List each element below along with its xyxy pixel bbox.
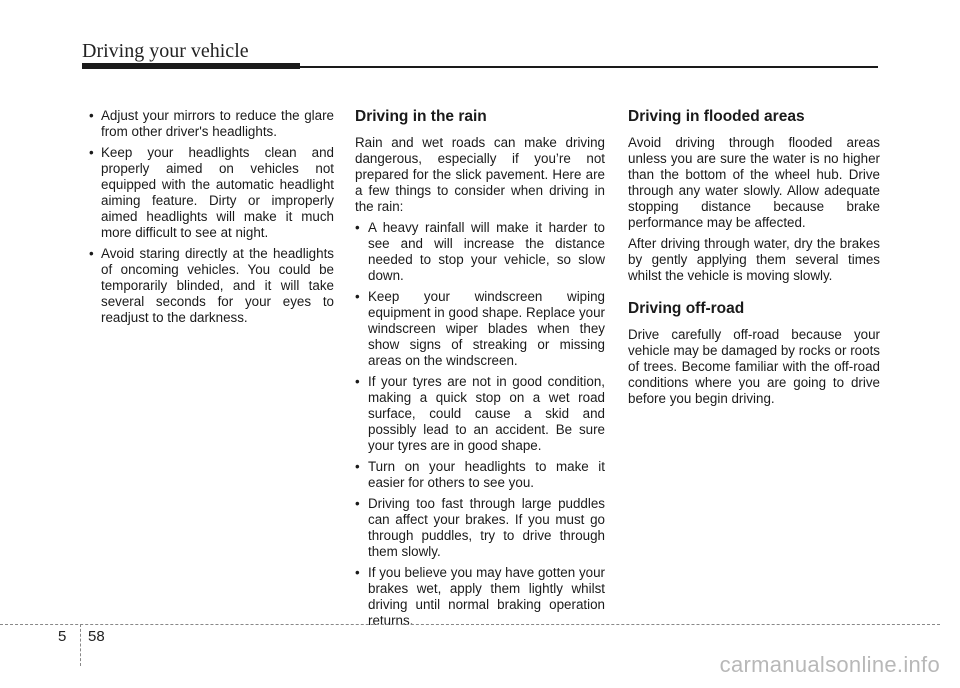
rain-intro: Rain and wet roads can make driving dangerous, especially if you’re not prepared for the slick pavement. Here are a few things to consider when driving in the rain: xyxy=(355,135,605,214)
list-item: • Driving too fast through large puddles can affect your brakes. If you must go through puddles, try to drive through them slowly. xyxy=(355,496,605,560)
list-item: • Adjust your mirrors to reduce the glare from other driver's headlights. xyxy=(82,108,334,140)
header-rule-thick xyxy=(82,63,300,69)
flooded-paragraph-1: Avoid driving through flooded areas unless you are sure the water is no higher than the bottom of the wheel hub. Drive through any water slowly. Allow adequate stopping distance because brake performance may be affected. xyxy=(628,135,880,230)
offroad-paragraph: Drive carefully off-road because your vehicle may be damaged by rocks or roots of trees. Become familiar with the off-road conditions where you are going to drive before you begin driving. xyxy=(628,327,880,406)
rain-tips-list xyxy=(355,220,605,629)
list-item: • If your tyres are not in good condition, making a quick stop on a wet road surface, could cause a skid and possibly lead to an accident. Be sure your tyres are in good shape. xyxy=(355,374,605,454)
footer-rule xyxy=(0,624,940,625)
page-number: 58 xyxy=(88,628,105,645)
headlight-tips-list xyxy=(82,108,334,326)
list-item: • Avoid staring directly at the headlights of oncoming vehicles. You could be temporarily blinded, and it will take several seconds for your eyes to readjust to the darkness. xyxy=(82,246,334,326)
section-title: Driving your vehicle xyxy=(82,40,249,62)
list-item: • If you believe you may have gotten your brakes wet, apply them lightly whilst driving until normal braking operation returns. xyxy=(355,565,605,629)
flooded-heading: Driving in flooded areas xyxy=(628,108,805,125)
watermark: carmanualsonline.info xyxy=(719,652,940,677)
header-rule-thin xyxy=(300,66,878,68)
flooded-paragraph-2: After driving through water, dry the brakes by gently applying them several times whilst the vehicle is moving slowly. xyxy=(628,236,880,283)
column-right xyxy=(628,108,880,412)
offroad-heading: Driving off-road xyxy=(628,300,745,317)
list-item: • A heavy rainfall will make it harder to see and will increase the distance needed to stop your vehicle, so slow down. xyxy=(355,220,605,284)
chapter-number: 5 xyxy=(58,628,67,645)
list-item: • Turn on your headlights to make it easier for others to see you. xyxy=(355,459,605,491)
list-item: • Keep your windscreen wiping equipment in good shape. Replace your windscreen wiper blades when they show signs of streaking or missing areas on the windscreen. xyxy=(355,289,605,369)
column-left xyxy=(82,108,334,331)
footer-divider xyxy=(80,624,81,666)
list-item: • Keep your headlights clean and properly aimed on vehicles not equipped with the automatic headlight aiming feature. Dirty or improperly aimed headlights will make it much more difficult to see at night. xyxy=(82,145,334,241)
rain-heading: Driving in the rain xyxy=(355,108,487,125)
column-middle xyxy=(355,108,605,634)
